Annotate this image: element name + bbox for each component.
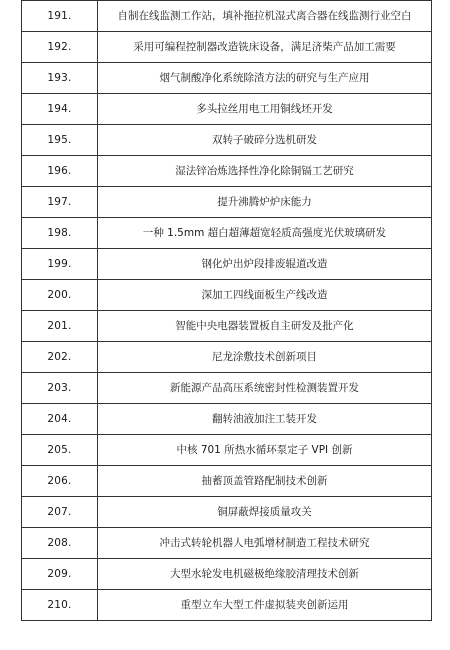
project-name: 湿法锌冶炼选择性净化除铜镉工艺研究 [98, 156, 432, 187]
project-name: 新能源产品高压系统密封性检测装置开发 [98, 373, 432, 404]
row-number: 196. [22, 156, 98, 187]
project-name: 深加工四线面板生产线改造 [98, 280, 432, 311]
project-name: 钢化炉出炉段排废辊道改造 [98, 249, 432, 280]
project-name: 重型立车大型工件虚拟装夹创新运用 [98, 590, 432, 621]
table-row [22, 1, 432, 32]
project-name: 尼龙涂敷技术创新项目 [98, 342, 432, 373]
table-row [22, 528, 432, 559]
row-number: 210. [22, 590, 98, 621]
project-name: 多头拉丝用电工用铜线坯开发 [98, 94, 432, 125]
project-name: 翻转油液加注工装开发 [98, 404, 432, 435]
project-name: 抽蓄顶盖管路配制技术创新 [98, 466, 432, 497]
row-number: 192. [22, 32, 98, 63]
table-row [22, 156, 432, 187]
row-number: 193. [22, 63, 98, 94]
row-number: 209. [22, 559, 98, 590]
row-number: 200. [22, 280, 98, 311]
project-name: 采用可编程控制器改造铣床设备，满足济柴产品加工需要 [98, 32, 432, 63]
project-name: 提升沸腾炉炉床能力 [98, 187, 432, 218]
project-name: 中核 701 所热水循环泵定子 VPI 创新 [98, 435, 432, 466]
table-row [22, 94, 432, 125]
row-number: 197. [22, 187, 98, 218]
project-name: 一种 1.5mm 超白超薄超宽轻质高强度光伏玻璃研发 [98, 218, 432, 249]
table-row [22, 249, 432, 280]
row-number: 208. [22, 528, 98, 559]
table-row [22, 187, 432, 218]
project-name: 烟气制酸净化系统除渣方法的研究与生产应用 [98, 63, 432, 94]
project-name: 智能中央电器装置板自主研发及批产化 [98, 311, 432, 342]
row-number: 205. [22, 435, 98, 466]
row-number: 203. [22, 373, 98, 404]
project-name: 自制在线监测工作站，填补拖拉机湿式离合器在线监测行业空白 [98, 1, 432, 32]
table-row [22, 125, 432, 156]
project-name: 大型水轮发电机磁极绝缘胶清理技术创新 [98, 559, 432, 590]
table-row [22, 404, 432, 435]
row-number: 207. [22, 497, 98, 528]
project-name: 双转子破碎分选机研发 [98, 125, 432, 156]
project-table-body [22, 1, 432, 621]
table-row [22, 435, 432, 466]
row-number: 191. [22, 1, 98, 32]
table-row [22, 497, 432, 528]
row-number: 195. [22, 125, 98, 156]
row-number: 206. [22, 466, 98, 497]
table-row [22, 559, 432, 590]
table-row [22, 342, 432, 373]
table-row [22, 373, 432, 404]
table-row [22, 63, 432, 94]
row-number: 194. [22, 94, 98, 125]
table-row [22, 218, 432, 249]
row-number: 201. [22, 311, 98, 342]
table-row [22, 32, 432, 63]
table-row [22, 280, 432, 311]
project-name: 铜屏蔽焊接质量攻关 [98, 497, 432, 528]
table-row [22, 466, 432, 497]
table-row [22, 590, 432, 621]
table-row [22, 311, 432, 342]
row-number: 199. [22, 249, 98, 280]
project-table [21, 0, 432, 621]
row-number: 202. [22, 342, 98, 373]
project-name: 冲击式转轮机器人电弧增材制造工程技术研究 [98, 528, 432, 559]
row-number: 198. [22, 218, 98, 249]
row-number: 204. [22, 404, 98, 435]
